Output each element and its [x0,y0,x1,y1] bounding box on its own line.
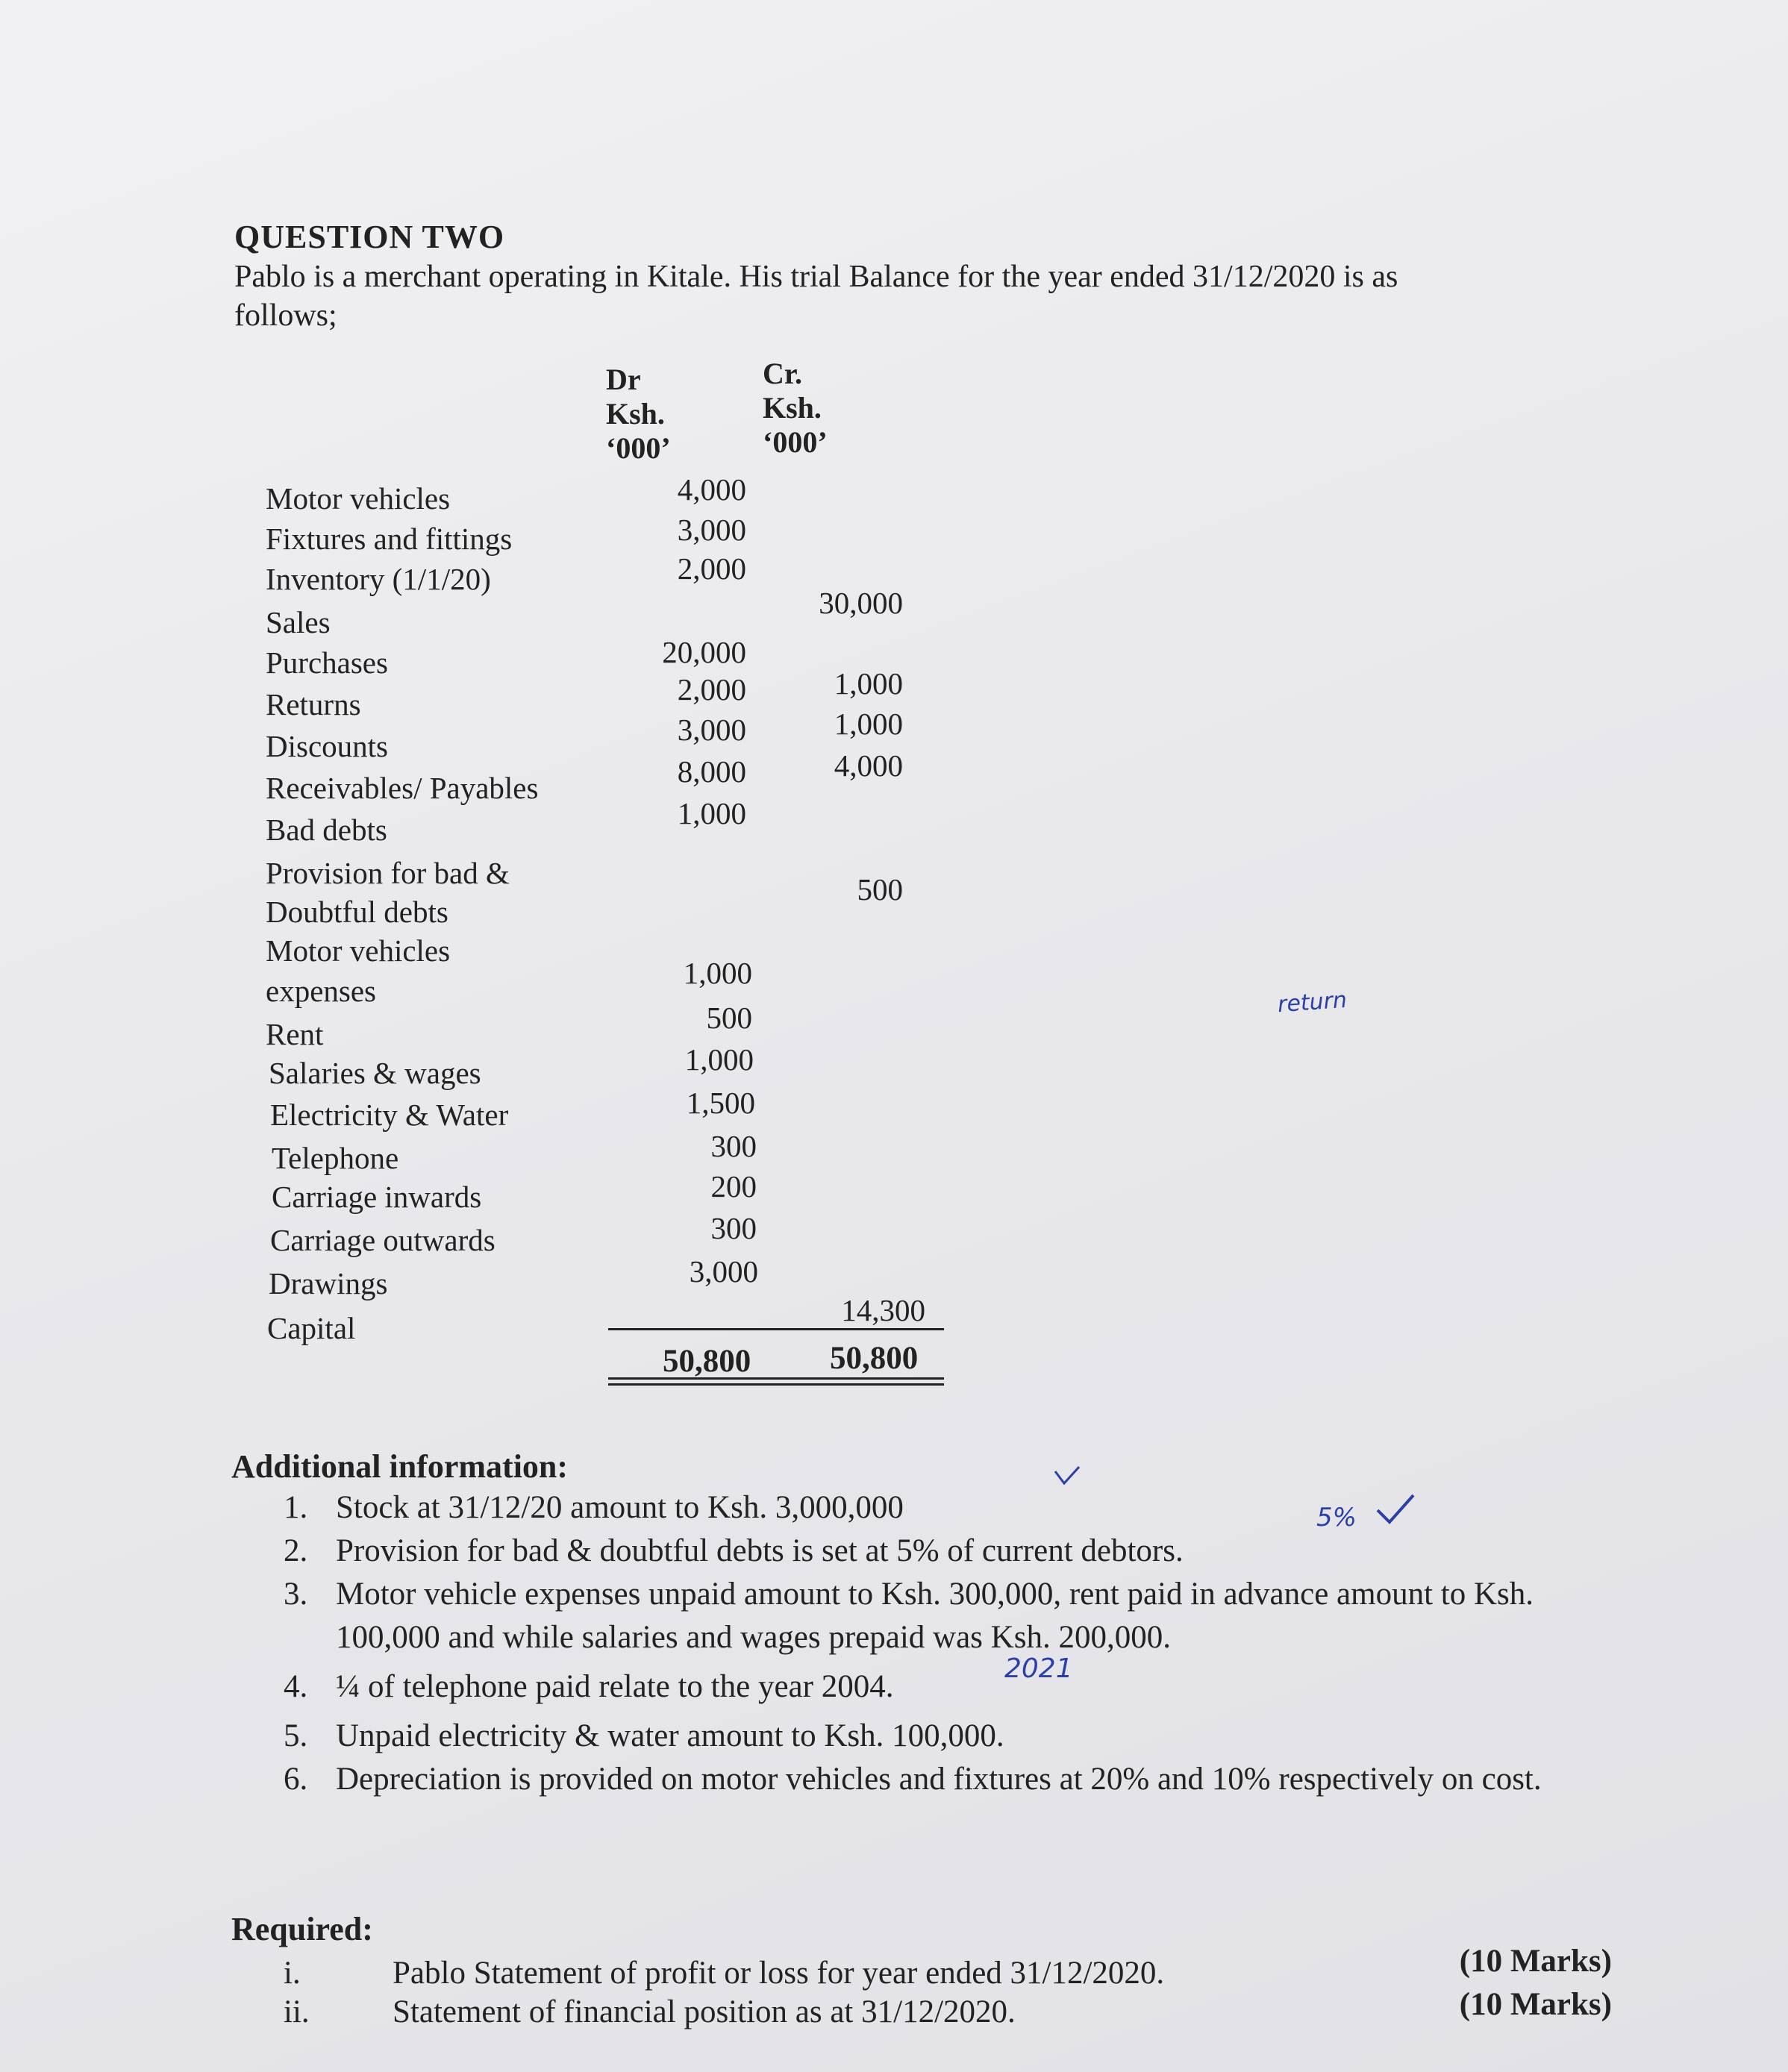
row-label: Telephone [272,1141,399,1175]
total-double-rule-top [608,1377,944,1380]
table-row [0,1211,970,1264]
total-double-rule-bottom [608,1383,944,1386]
row-label: Doubtful debts [266,895,448,929]
row-dr-value: 3,000 [677,713,746,747]
table-row [0,1169,970,1221]
additional-info-list [284,1486,1597,1801]
table-row [0,1001,970,1058]
row-dr-value: 500 [706,1001,752,1035]
row-dr-value: 1,500 [686,1086,755,1120]
marks-label: (10 Marks) [1459,1987,1612,2022]
check-mark-icon [1375,1492,1416,1525]
item-text: Statement of financial position as at 31/12/2020. [393,1994,1016,2029]
item-text: Provision for bad & doubtful debts is set at 5% of current debtors. [336,1533,1184,1568]
item-number: 5. [284,1718,308,1753]
required-heading: Required: [231,1911,373,1947]
dr-header-unit: ‘000’ [606,431,671,465]
row-cr-value: 14,300 [841,1293,925,1327]
row-label: Motor vehicles [266,933,451,968]
row-label: Returns [266,687,361,722]
question-title: QUESTION TWO [234,219,505,255]
row-label: Electricity & Water [270,1098,509,1132]
handwritten-return-note: return [1276,986,1348,1018]
cr-total: 50,800 [830,1341,919,1376]
cr-header-line: Cr. [763,357,802,390]
row-dr-value: 200 [710,1169,757,1204]
row-dr-value: 8,000 [677,754,746,789]
item-text: Pablo Statement of profit or loss for year ended 31/12/2020. [393,1956,1165,1991]
table-row [0,796,970,854]
table-row [0,586,970,646]
row-cr-value: 500 [857,872,903,907]
list-item [284,1715,1597,1758]
row-dr-value: 1,000 [684,1042,754,1077]
item-number: 1. [284,1490,308,1525]
row-label: Inventory (1/1/20) [266,562,491,596]
row-label: Salaries & wages [269,1056,481,1090]
row-dr-value: 2,000 [677,551,746,586]
handwritten-year-note: 2021 [1004,1653,1073,1684]
item-number: 2. [284,1533,308,1568]
row-dr-value: 20,000 [662,635,746,669]
item-number: 3. [284,1577,308,1612]
row-label: expenses [266,974,377,1008]
table-row [0,472,970,522]
row-label: Receivables/ Payables [266,771,539,805]
table-row [0,1042,970,1097]
row-label: Carriage inwards [272,1180,482,1214]
row-cr-value: 1,000 [834,666,903,701]
row-label: Fixtures and fittings [266,522,513,556]
table-row [0,1086,970,1139]
item-number: ii. [284,1994,310,2029]
item-number: 6. [284,1762,308,1797]
dr-header-currency: Ksh. [606,397,665,431]
required-item [284,1987,1612,2038]
row-dr-value: 300 [710,1211,757,1245]
item-text: Unpaid electricity & water amount to Ksh. 100,000. [336,1718,1004,1753]
item-text: ¼ of telephone paid relate to the year 2004. [336,1669,894,1704]
row-dr-value: 3,000 [689,1254,758,1289]
row-dr-value: 2,000 [677,672,746,707]
row-label: Purchases [266,645,388,680]
dr-total: 50,800 [663,1344,751,1379]
item-number: i. [284,1956,301,1991]
row-cr-value: 30,000 [819,586,903,620]
row-dr-value: 4,000 [677,472,746,507]
marks-label: (10 Marks) [1459,1944,1612,1979]
table-row [0,513,970,563]
row-label: Drawings [269,1266,388,1301]
row-label: Bad debts [266,813,387,847]
row-label: Capital [267,1311,356,1345]
list-item [284,1573,1597,1659]
row-label: Discounts [266,729,388,763]
list-item [284,1758,1597,1801]
row-label: Rent [266,1017,324,1051]
cr-header-currency: Ksh. [763,391,822,425]
check-mark-icon [1052,1464,1082,1488]
table-row [0,1129,970,1182]
row-label: Carriage outwards [270,1223,496,1257]
cr-header-unit: ‘000’ [763,425,828,459]
handwritten-percent-note: 5% [1316,1503,1357,1533]
row-label: Sales [266,605,331,639]
table-row [0,1293,970,1352]
table-row [0,748,970,812]
list-item [284,1665,1597,1709]
item-text: Depreciation is provided on motor vehicles and fixtures at 20% and 10% respectively on cost. [336,1762,1542,1797]
list-item [284,1530,1597,1573]
row-label: Provision for bad & [266,856,510,890]
row-cr-value: 4,000 [834,748,903,783]
item-text: Stock at 31/12/20 amount to Ksh. 3,000,000 [336,1490,904,1525]
row-dr-value: 300 [710,1129,757,1163]
row-dr-value: 1,000 [677,796,746,830]
item-number: 4. [284,1669,308,1704]
row-label: Motor vehicles [266,481,451,516]
cr-column-header [763,357,828,460]
dr-header-line: Dr [606,363,641,396]
table-row [0,933,970,974]
row-cr-value: 1,000 [834,707,903,741]
question-intro: Pablo is a merchant operating in Kitale. His trial Balance for the year ended 31/12/2020 is as follows; [234,260,1398,333]
required-item [284,1944,1612,2000]
item-text: Motor vehicle expenses unpaid amount to Ksh. 300,000, rent paid in advance amount to Ksh. 100,000 and while salaries and wages prepaid was Ksh. 200,000. [336,1577,1534,1655]
table-row [0,956,970,1015]
row-dr-value: 3,000 [677,513,746,547]
row-dr-value: 1,000 [683,956,752,990]
subtotal-rule [608,1328,944,1330]
additional-info-heading: Additional information: [231,1448,569,1485]
dr-column-header [606,363,671,466]
